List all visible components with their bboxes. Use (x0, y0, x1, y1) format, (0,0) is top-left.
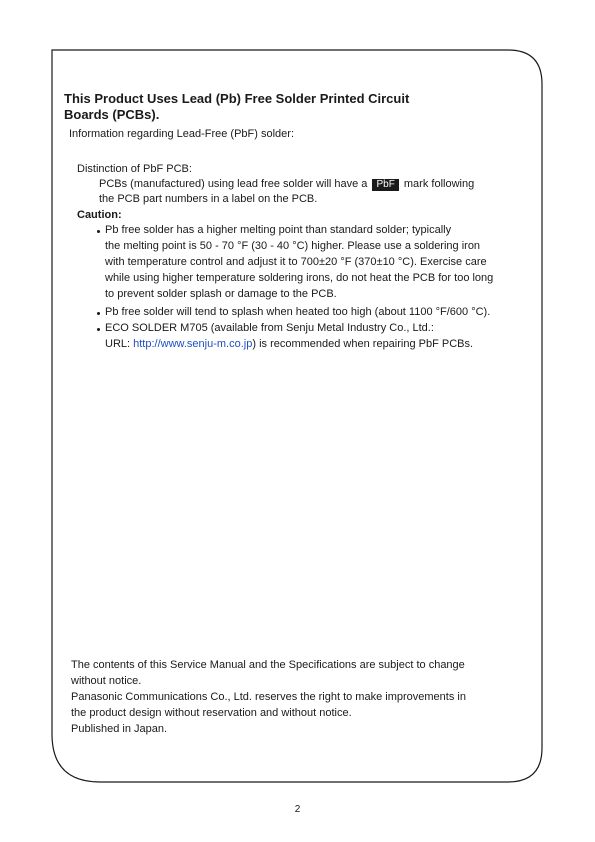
footer-notice-line-4: the product design without reservation and without notice. (71, 707, 352, 719)
senju-url-link[interactable]: http://www.senju-m.co.jp (133, 338, 253, 350)
title-line-2: Boards (PCBs). (64, 107, 160, 122)
footer-notice-line-3: Panasonic Communications Co., Ltd. reserves the right to make improvements in (71, 691, 466, 703)
caution-bullet-1-line-4: while using higher temperature soldering irons, do not heat the PCB for too long (105, 272, 494, 284)
bullet-dot (97, 230, 100, 233)
page-title (64, 91, 484, 123)
url-prefix: URL: (105, 338, 134, 350)
url-suffix: ) is recommended when repairing PbF PCBs. (252, 338, 474, 350)
distinction-text-before: PCBs (manufactured) using lead free solder will have a (99, 178, 368, 190)
distinction-title: Distinction of PbF PCB: (77, 163, 192, 175)
footer-notice-line-2: without notice. (71, 675, 142, 687)
footer-notice-line-5: Published in Japan. (71, 723, 168, 735)
caution-bullet-3-line-2 (105, 337, 473, 352)
caution-bullet-1-line-3: with temperature control and adjust it to 700±20 °F (370±10 °C). Exercise care (105, 256, 487, 268)
caution-bullet-2: Pb free solder will tend to splash when heated too high (about 1100 °F/600 °C). (105, 306, 491, 318)
bullet-dot (97, 312, 100, 315)
caution-bullet-3-line-1: ECO SOLDER M705 (available from Senju Metal Industry Co., Ltd.: (105, 322, 434, 334)
distinction-line-1 (99, 177, 474, 192)
caution-bullet-1-line-2: the melting point is 50 - 70 °F (30 - 40 °C) higher. Please use a soldering iron (105, 240, 481, 252)
footer-notice-line-1: The contents of this Service Manual and the Specifications are subject to change (71, 659, 465, 671)
title-line-1: This Product Uses Lead (Pb) Free Solder Printed Circuit (64, 91, 410, 106)
page-number: 2 (294, 804, 301, 815)
info-label: Information regarding Lead-Free (PbF) solder: (69, 128, 294, 140)
caution-title: Caution: (77, 209, 122, 221)
distinction-text-after: mark following (403, 178, 475, 190)
caution-bullet-1-line-5: to prevent solder splash or damage to the PCB. (105, 288, 337, 300)
pbf-mark-badge: PbF (372, 179, 398, 191)
distinction-line-2: the PCB part numbers in a label on the PCB. (99, 193, 318, 205)
bullet-dot (97, 328, 100, 331)
caution-bullet-1-line-1: Pb free solder has a higher melting point than standard solder; typically (105, 224, 452, 236)
